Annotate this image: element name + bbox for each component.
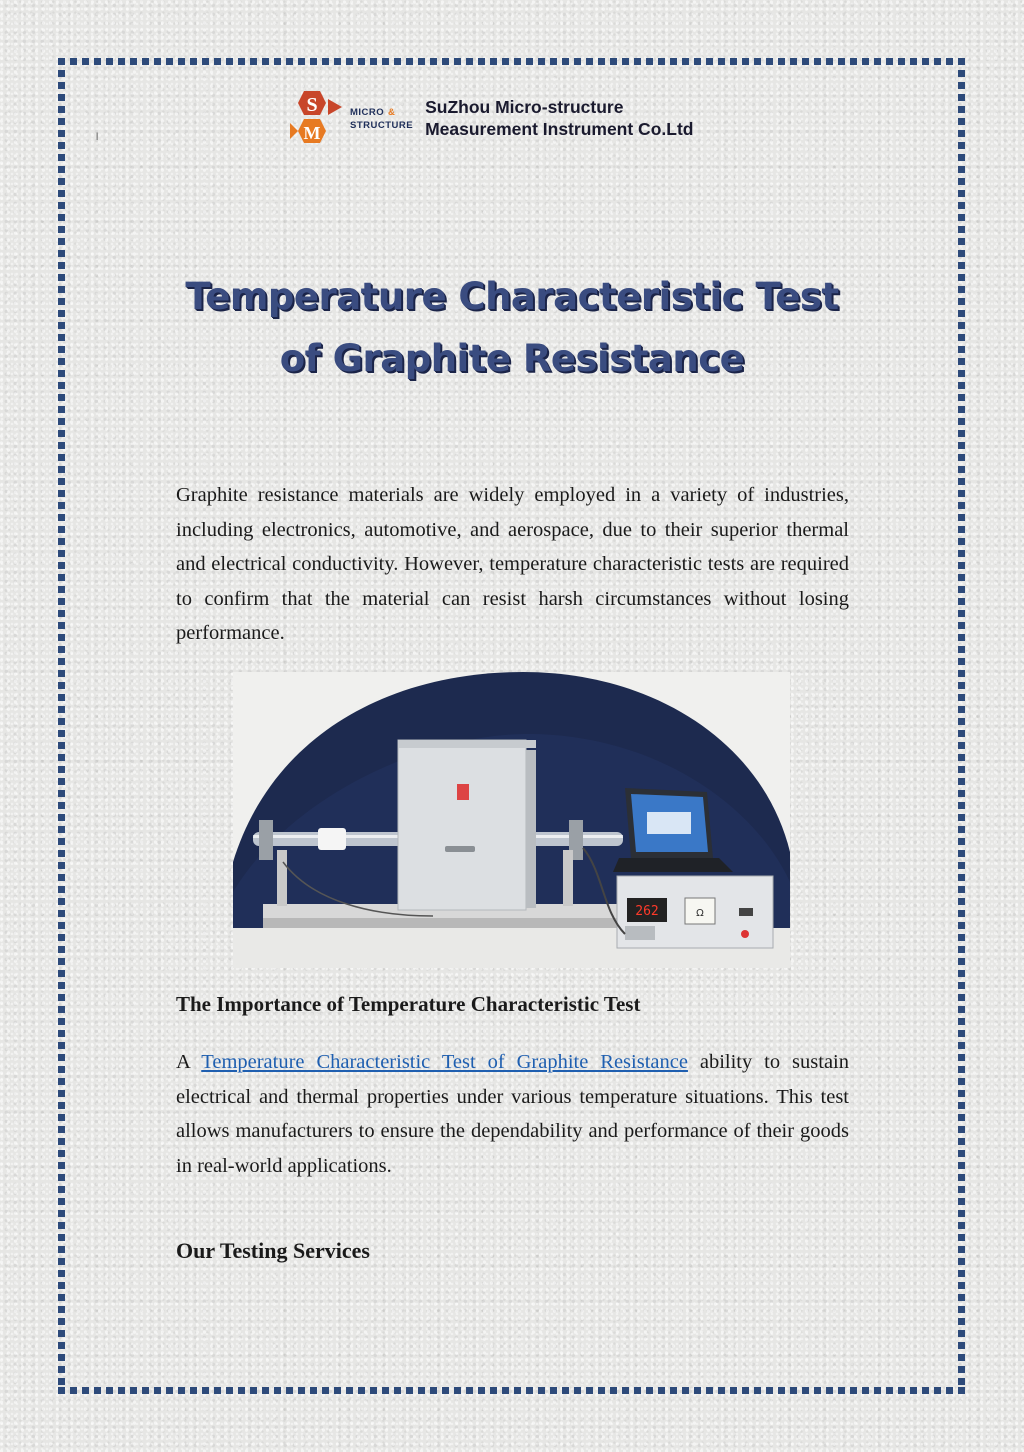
meter-reading: 262 (635, 904, 659, 919)
border-right (958, 58, 965, 1394)
company-name (425, 96, 693, 140)
border-bottom (58, 1387, 965, 1394)
border-left (58, 58, 65, 1394)
section-heading-services: Our Testing Services (176, 1238, 370, 1263)
section-heading-importance: The Importance of Temperature Characteristic Test (176, 992, 641, 1016)
logo-letter-s: S (306, 94, 318, 116)
title-line1: Temperature Characteristic Test (185, 275, 839, 318)
company-name-line1: SuZhou Micro-structure (425, 97, 624, 117)
logo-letter-m: M (303, 123, 321, 143)
importance-text: ability to sustain electrical and thermal properties under various temperature situations. This test allows manufacturers to ensure the dependability and performance of their goods in real-world applications. (176, 1051, 849, 1177)
company-name-line2: Measurement Instrument Co.Ltd (425, 119, 694, 139)
border-top (58, 58, 965, 65)
company-header (290, 86, 730, 150)
logo-micro: MICRO & (350, 106, 396, 118)
importance-paragraph (176, 1045, 849, 1183)
meter-unit: Ω (696, 908, 704, 919)
tick-mark: l (96, 132, 99, 143)
graphite-test-link[interactable]: Temperature Characteristic Test of Graphite Resistance (201, 1051, 688, 1073)
page-title (150, 266, 874, 390)
intro-paragraph: Graphite resistance materials are widely employed in a variety of industries, including electronics, automotive, and aerospace, due to their superior thermal and electrical conductivity. However, temperature characteristic tests are required to confirm that the material can resist harsh circumstances without losing performance. (176, 484, 849, 644)
title-line2: of Graphite Resistance (279, 337, 745, 380)
logo-structure: STRUCTURE (350, 119, 414, 131)
company-logo (290, 89, 346, 147)
importance-lead: A (176, 1051, 190, 1073)
logo-wordmark (350, 105, 413, 132)
equipment-photo (233, 672, 790, 968)
